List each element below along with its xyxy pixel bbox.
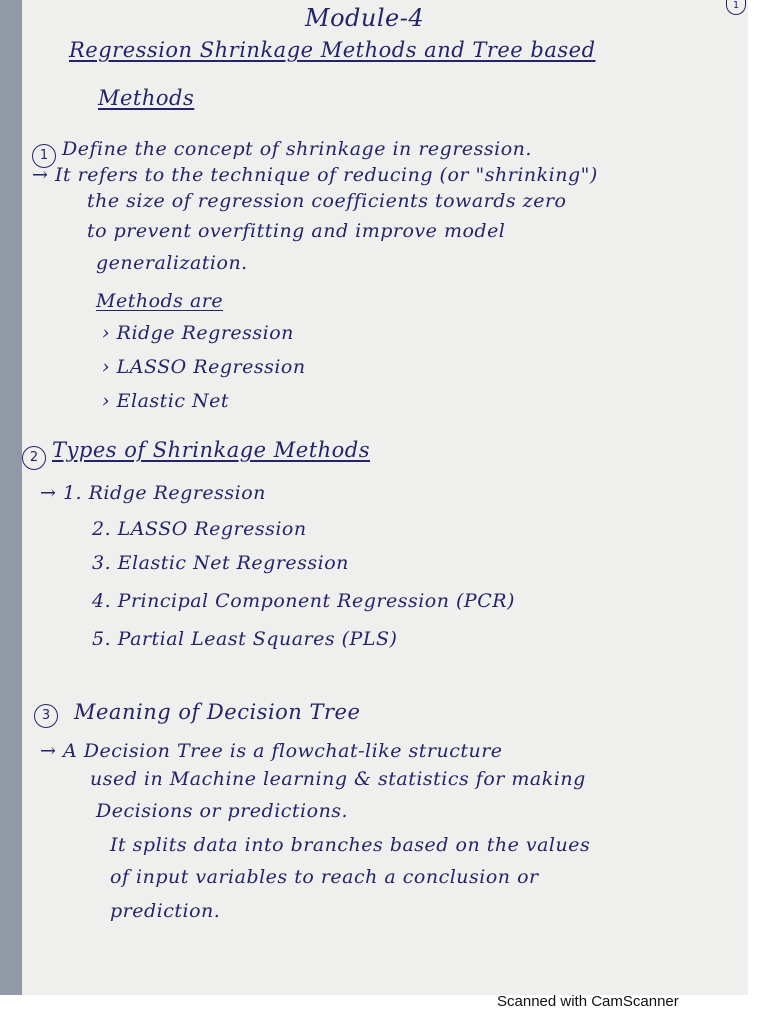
question-1-number: 1 (32, 144, 56, 168)
q3-line-1: → A Decision Tree is a flowchat-like structure (40, 740, 503, 762)
type-item-3: 3. Elastic Net Regression (92, 552, 349, 574)
module-subtitle-line2: Methods (98, 86, 195, 110)
question-1-text: Define the concept of shrinkage in regression. (62, 138, 532, 160)
q1-answer-line-1: → It refers to the technique of reducing (or "shrinking") (32, 164, 598, 186)
method-item-1: › Ridge Regression (102, 322, 294, 344)
q3-line-4: It splits data into branches based on the values (110, 834, 591, 856)
module-title: Module-4 (305, 4, 425, 32)
camscanner-watermark: Scanned with CamScanner (497, 993, 679, 1010)
background-edge (0, 0, 22, 995)
method-item-2: › LASSO Regression (102, 356, 306, 378)
question-3-number: 3 (34, 704, 58, 728)
question-3-heading: Meaning of Decision Tree (74, 700, 361, 724)
type-item-2: 2. LASSO Regression (92, 518, 307, 540)
type-item-1: → 1. Ridge Regression (40, 482, 266, 504)
q3-line-6: prediction. (110, 900, 221, 922)
module-subtitle-line1: Regression Shrinkage Methods and Tree based (69, 38, 596, 62)
type-item-4: 4. Principal Component Regression (PCR) (92, 590, 515, 612)
question-2-number: 2 (22, 446, 46, 470)
q3-line-5: of input variables to reach a conclusion or (110, 866, 539, 888)
methods-heading: Methods are (96, 290, 224, 312)
page-number-mark: 1 (726, 0, 746, 15)
q1-answer-line-2: the size of regression coefficients towards zero (87, 190, 567, 212)
notebook-page (22, 0, 748, 995)
question-2-heading: Types of Shrinkage Methods (52, 438, 371, 462)
q3-line-2: used in Machine learning & statistics for making (90, 768, 586, 790)
q1-answer-line-4: generalization. (96, 252, 248, 274)
q3-line-3: Decisions or predictions. (96, 800, 349, 822)
method-item-3: › Elastic Net (102, 390, 230, 412)
type-item-5: 5. Partial Least Squares (PLS) (92, 628, 398, 650)
q1-answer-line-3: to prevent overfitting and improve model (87, 220, 506, 242)
